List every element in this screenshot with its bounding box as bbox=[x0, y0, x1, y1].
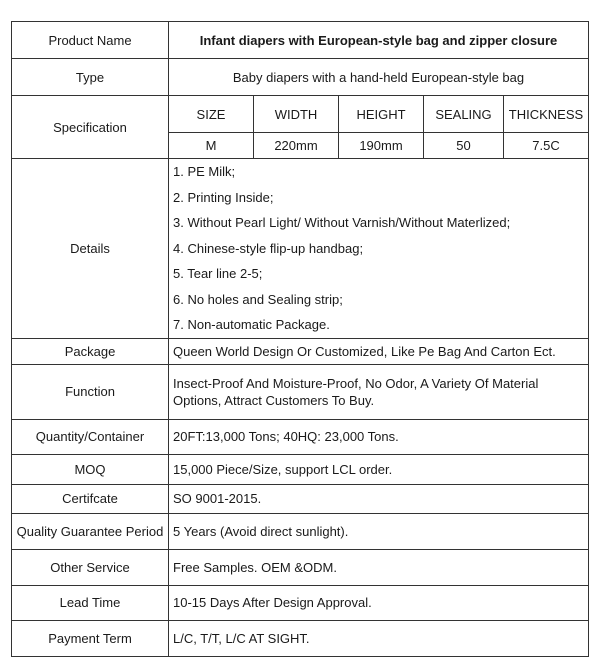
product-spec-table bbox=[11, 21, 589, 657]
row-specification-headers bbox=[12, 96, 589, 133]
details-item: 5. Tear line 2-5; bbox=[173, 266, 263, 281]
row-service bbox=[12, 549, 589, 585]
spec-value-height: 190mm bbox=[339, 133, 424, 159]
spec-value-size: M bbox=[169, 133, 254, 159]
details-item: 4. Chinese-style flip-up handbag; bbox=[173, 240, 364, 256]
details-item: 2. Printing Inside; bbox=[173, 189, 274, 205]
spec-value-thickness: 7.5C bbox=[504, 133, 589, 159]
package-value: Queen World Design Or Customized, Like Pe Bag And Carton Ect. bbox=[169, 338, 589, 364]
row-type bbox=[12, 59, 589, 96]
package-label: Package bbox=[12, 338, 169, 364]
details-item: 3. Without Pearl Light/ Without Varnish/Without Materlized; bbox=[173, 215, 511, 230]
quantity-value: 20FT:13,000 Tons; 40HQ: 23,000 Tons. bbox=[169, 419, 589, 454]
spec-header-sealing: SEALING bbox=[424, 96, 504, 133]
quantity-label: Quantity/Container bbox=[12, 419, 169, 454]
certificate-value: SO 9001-2015. bbox=[169, 484, 589, 513]
spec-header-size: SIZE bbox=[169, 96, 254, 133]
payment-label: Payment Term bbox=[12, 620, 169, 656]
moq-label: MOQ bbox=[12, 454, 169, 484]
row-function bbox=[12, 364, 589, 419]
row-lead-time bbox=[12, 585, 589, 620]
row-product-name bbox=[12, 22, 589, 59]
spec-header-height: HEIGHT bbox=[339, 96, 424, 133]
function-value: Insect-Proof And Moisture-Proof, No Odor, A Variety Of Material Options, Attract Customers To Buy. bbox=[169, 364, 589, 419]
row-moq bbox=[12, 454, 589, 484]
row-quality bbox=[12, 513, 589, 549]
function-label: Function bbox=[12, 364, 169, 419]
details-item: 1. PE Milk; bbox=[173, 164, 236, 179]
quality-value: 5 Years (Avoid direct sunlight). bbox=[169, 513, 589, 549]
service-label: Other Service bbox=[12, 549, 169, 585]
row-certificate bbox=[12, 484, 589, 513]
moq-value: 15,000 Piece/Size, support LCL order. bbox=[169, 454, 589, 484]
quality-label: Quality Guarantee Period bbox=[12, 513, 169, 549]
details-item: 6. No holes and Sealing strip; bbox=[173, 291, 343, 307]
payment-value: L/C, T/T, L/C AT SIGHT. bbox=[169, 620, 589, 656]
product-name-label: Product Name bbox=[12, 22, 169, 59]
details-list bbox=[169, 159, 589, 339]
spec-header-width: WIDTH bbox=[254, 96, 339, 133]
row-payment bbox=[12, 620, 589, 656]
details-item: 7. Non-automatic Package. bbox=[173, 317, 330, 332]
spec-header-thickness: THICKNESS bbox=[504, 96, 589, 133]
spec-value-sealing: 50 bbox=[424, 133, 504, 159]
details-label: Details bbox=[12, 159, 169, 339]
row-quantity bbox=[12, 419, 589, 454]
specification-label: Specification bbox=[12, 96, 169, 159]
type-label: Type bbox=[12, 59, 169, 96]
certificate-label: Certifcate bbox=[12, 484, 169, 513]
product-name-value: Infant diapers with European-style bag and zipper closure bbox=[169, 22, 589, 59]
type-value: Baby diapers with a hand-held European-style bag bbox=[169, 59, 589, 96]
row-package bbox=[12, 338, 589, 364]
lead-time-value: 10-15 Days After Design Approval. bbox=[169, 585, 589, 620]
service-value: Free Samples. OEM &ODM. bbox=[169, 549, 589, 585]
lead-time-label: Lead Time bbox=[12, 585, 169, 620]
row-details bbox=[12, 159, 589, 339]
spec-value-width: 220mm bbox=[254, 133, 339, 159]
